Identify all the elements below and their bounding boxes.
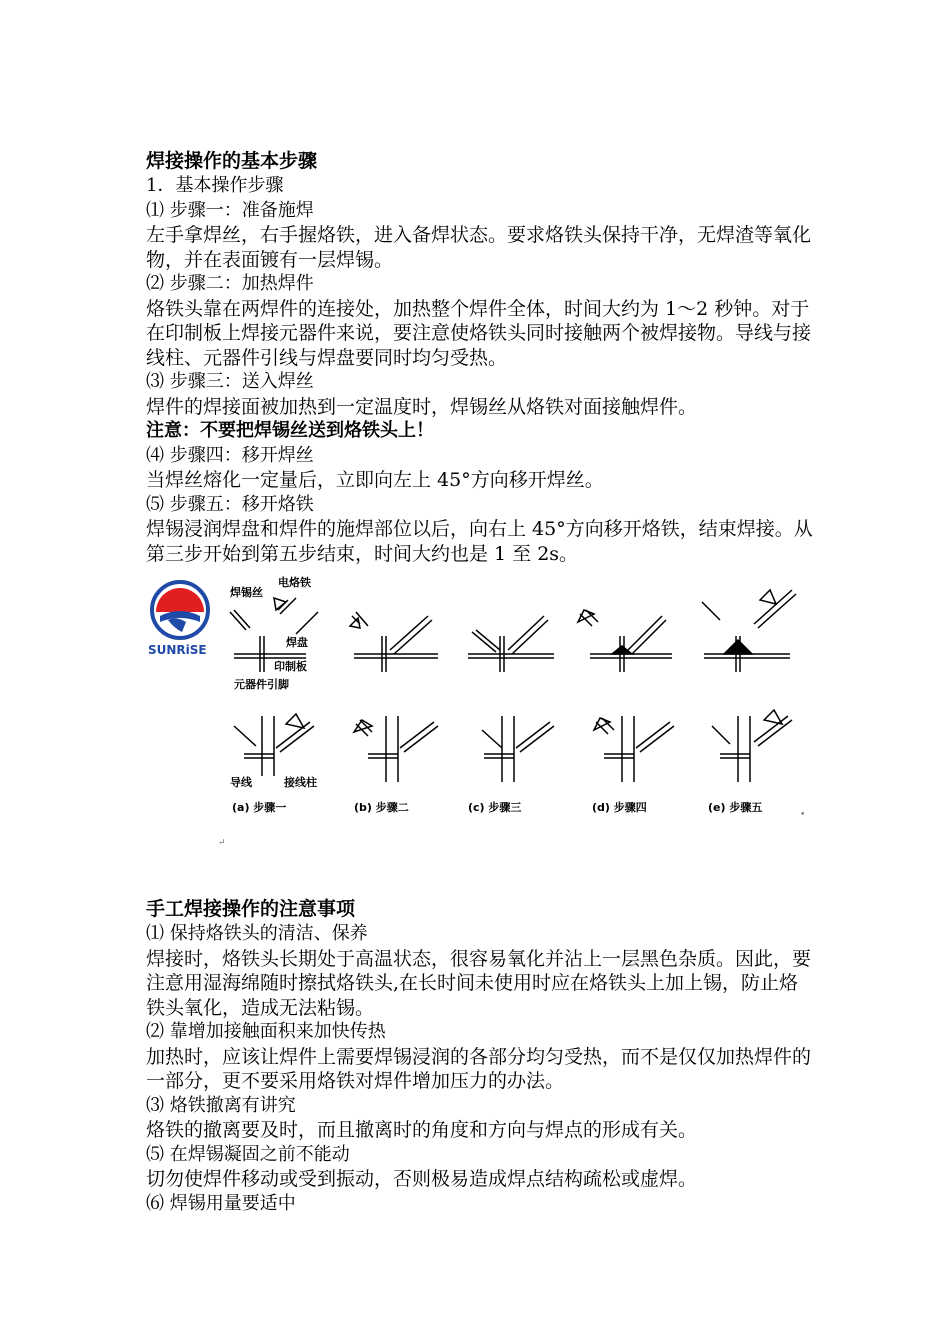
item2-text: 加热时，应该让焊件上需要焊锡浸润的各部分均匀受热，而不是仅仅加热焊件的一部分，更不要采用烙铁对焊件增加压力的办法。: [146, 1045, 812, 1092]
label-iron: 电烙铁: [278, 576, 311, 589]
diagram-step3-pcb: [468, 616, 554, 672]
caption-step1: (a) 步骤一: [232, 801, 287, 814]
return-mark: ↵: [218, 838, 226, 848]
step2-text: 烙铁头靠在两焊件的连接处，加热整个焊件全体，时间大约为 1～2 秒钟。对于在印制板上焊接元器件来说，要注意使烙铁头同时接触两个被焊接物。导线与接线柱、元器件引线与焊盘要同时均匀受热。: [146, 297, 812, 369]
caption-step3: (c) 步骤三: [468, 801, 522, 814]
diagram-step4-terminal: [594, 716, 674, 782]
item1-text: 焊接时，烙铁头长期处于高温状态，很容易氧化并沾上一层黑色杂质。因此，要注意用湿海绵随时擦拭烙铁头,在长时间未使用时应在烙铁头上加上锡，防止烙铁头氧化，造成无法粘锡。: [146, 947, 812, 1019]
label-terminal: 接线柱: [284, 776, 317, 789]
item6-title: ⑹ 焊锡用量要适中: [146, 1192, 296, 1214]
item5-text: 切勿使焊件移动或受到振动，否则极易造成焊点结构疏松或虚焊。: [146, 1168, 698, 1190]
step1-title: ⑴ 步骤一：准备施焊: [146, 199, 314, 221]
diagram-step5-terminal: [712, 710, 792, 782]
section-basic-steps: [146, 148, 814, 566]
subsection-title: 1．基本操作步骤: [146, 175, 284, 196]
caption-step5: (e) 步骤五: [708, 801, 763, 814]
diagram-step2-pcb: [350, 612, 438, 672]
sunrise-logo: [148, 582, 208, 657]
label-pcb: 印制板: [274, 660, 307, 673]
step3-title: ⑶ 步骤三：送入焊丝: [146, 371, 314, 392]
step3-text: 焊件的焊接面被加热到一定温度时，焊锡丝从烙铁对面接触焊件。: [146, 395, 698, 418]
figure-svg: [146, 576, 814, 826]
label-solder-wire: 焊锡丝: [230, 586, 263, 599]
warning-note: 注意：不要把焊锡丝送到烙铁头上！: [146, 420, 434, 441]
caption-step2: (b) 步骤二: [354, 801, 409, 814]
diagram-step3-terminal: [482, 716, 554, 782]
diagram-step2-terminal: [354, 716, 438, 782]
step4-title: ⑷ 步骤四：移开焊丝: [146, 444, 314, 466]
diagram-step4-pcb: [578, 610, 672, 672]
logo-text: SUNRiSE: [148, 643, 207, 657]
label-pad: 焊盘: [286, 636, 308, 649]
step5-title: ⑸ 步骤五：移开烙铁: [146, 493, 314, 515]
caption-step4: (d) 步骤四: [592, 801, 647, 814]
item2-title: ⑵ 靠增加接触面积来加快传热: [146, 1021, 386, 1042]
step2-title: ⑵ 步骤二：加热焊件: [146, 273, 314, 294]
dot-mark: •: [800, 810, 806, 820]
item3-text: 烙铁的撤离要及时，而且撤离时的角度和方向与焊点的形成有关。: [146, 1119, 698, 1141]
label-lead: 元器件引脚: [234, 678, 289, 691]
step4-text: 当焊丝熔化一定量后，立即向左上 45°方向移开焊丝。: [146, 469, 604, 491]
diagram-step1-terminal: [234, 714, 314, 776]
diagram-step5-pcb: [702, 590, 796, 672]
label-wire: 导线: [230, 776, 252, 789]
step1-text: 左手拿焊丝，右手握烙铁，进入备焊状态。要求烙铁头保持干净，无焊渣等氧化物，并在表面镀有一层焊锡。: [146, 224, 812, 271]
step5-text: 焊锡浸润焊盘和焊件的施焊部位以后，向右上 45°方向移开烙铁，结束焊接。从第三步开始到第五步结束，时间大约也是 1 至 2s。: [146, 518, 813, 565]
item5-title: ⑸ 在焊锡凝固之前不能动: [146, 1143, 350, 1165]
section-precautions: [146, 896, 814, 1216]
soldering-steps-figure: [146, 576, 814, 826]
section-title: 焊接操作的基本步骤: [146, 150, 318, 172]
item3-title: ⑶ 烙铁撤离有讲究: [146, 1094, 296, 1116]
section2-title: 手工焊接操作的注意事项: [146, 898, 356, 920]
item1-title: ⑴ 保持烙铁头的清洁、保养: [146, 923, 368, 944]
